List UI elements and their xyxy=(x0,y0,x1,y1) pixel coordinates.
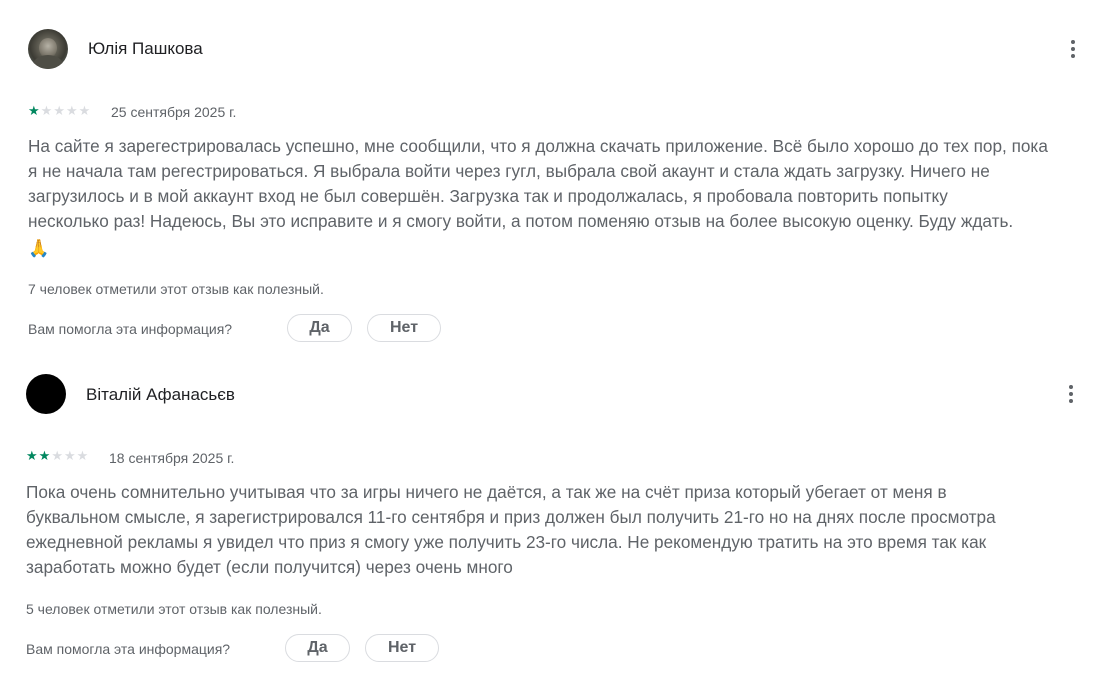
star-icon: ★ xyxy=(53,103,65,118)
star-icon: ★ xyxy=(38,448,51,463)
helpful-question: Вам помогла эта информация? xyxy=(28,321,233,337)
star-icon: ★ xyxy=(40,103,53,118)
review-text xyxy=(26,480,1106,580)
review-text-line: На сайте я зарегестрировалась успешно, мне сообщили, что я должна скачать приложение. Всё было хорошо до тех пор, пока xyxy=(28,136,1048,156)
more-options-button[interactable] xyxy=(1061,37,1085,61)
review-text-line: буквальном смысле, я зарегистрировался 11-го сентября и приз должен был получить 21-го но на днях после просмотра xyxy=(26,507,996,527)
more-vert-icon xyxy=(1071,40,1075,44)
review-text-line: Пока очень сомнительно учитывая что за игры ничего не даётся, а так же на счёт приза который убегает от меня в xyxy=(26,482,947,502)
star-icon: ★ xyxy=(28,103,40,118)
helpful-no-button[interactable]: Нет xyxy=(365,634,439,662)
helpful-question: Вам помогла эта информация? xyxy=(26,641,231,657)
review-date: 25 сентября 2025 г. xyxy=(111,104,237,120)
star-icon: ★ xyxy=(65,103,78,118)
review-text-line: я не начала там регестрироваться. Я выбрала войти через гугл, выбрала свой акаунт и стала ждать загрузку. Ничего не xyxy=(28,161,990,181)
more-vert-icon xyxy=(1069,385,1073,389)
helpful-count: 5 человек отметили этот отзыв как полезный. xyxy=(26,601,322,617)
avatar xyxy=(28,29,68,69)
avatar xyxy=(26,374,66,414)
star-icon: ★ xyxy=(76,448,89,463)
review-text-line: несколько раз! Надеюсь, Вы это исправите и я смогу войти, а потом поменяю отзыв на более высокую оценку. Буду ждать. xyxy=(28,211,1014,231)
helpful-yes-button[interactable]: Да xyxy=(287,314,352,342)
star-icon: ★ xyxy=(51,448,63,463)
star-rating xyxy=(26,449,88,463)
review-author: Юлія Пашкова xyxy=(88,39,203,58)
star-icon: ★ xyxy=(63,448,76,463)
review-text-line: ежедневной рекламы я увидел что приз я смогу уже получить 23-го числа. Не рекомендую тратить на это время так как xyxy=(26,532,987,552)
helpful-count: 7 человек отметили этот отзыв как полезный. xyxy=(28,281,324,297)
star-rating xyxy=(28,104,90,118)
star-icon: ★ xyxy=(26,448,38,463)
review-text xyxy=(28,134,1107,261)
review-author: Віталій Афанасьєв xyxy=(86,385,235,404)
helpful-no-button[interactable]: Нет xyxy=(367,314,441,342)
review-text-line: заработать можно будет (если получится) через очень много xyxy=(26,557,513,577)
more-options-button[interactable] xyxy=(1059,382,1083,406)
avatar-body xyxy=(33,55,63,69)
review-date: 18 сентября 2025 г. xyxy=(109,450,235,466)
star-icon: ★ xyxy=(78,103,91,118)
review-text-line: загрузилось и в мой аккаунт вход не был совершён. Загрузка так и продолжалась, я пробовала повторить попытку xyxy=(28,186,948,206)
helpful-yes-button[interactable]: Да xyxy=(285,634,350,662)
folded-hands-emoji: 🙏 xyxy=(28,238,50,258)
